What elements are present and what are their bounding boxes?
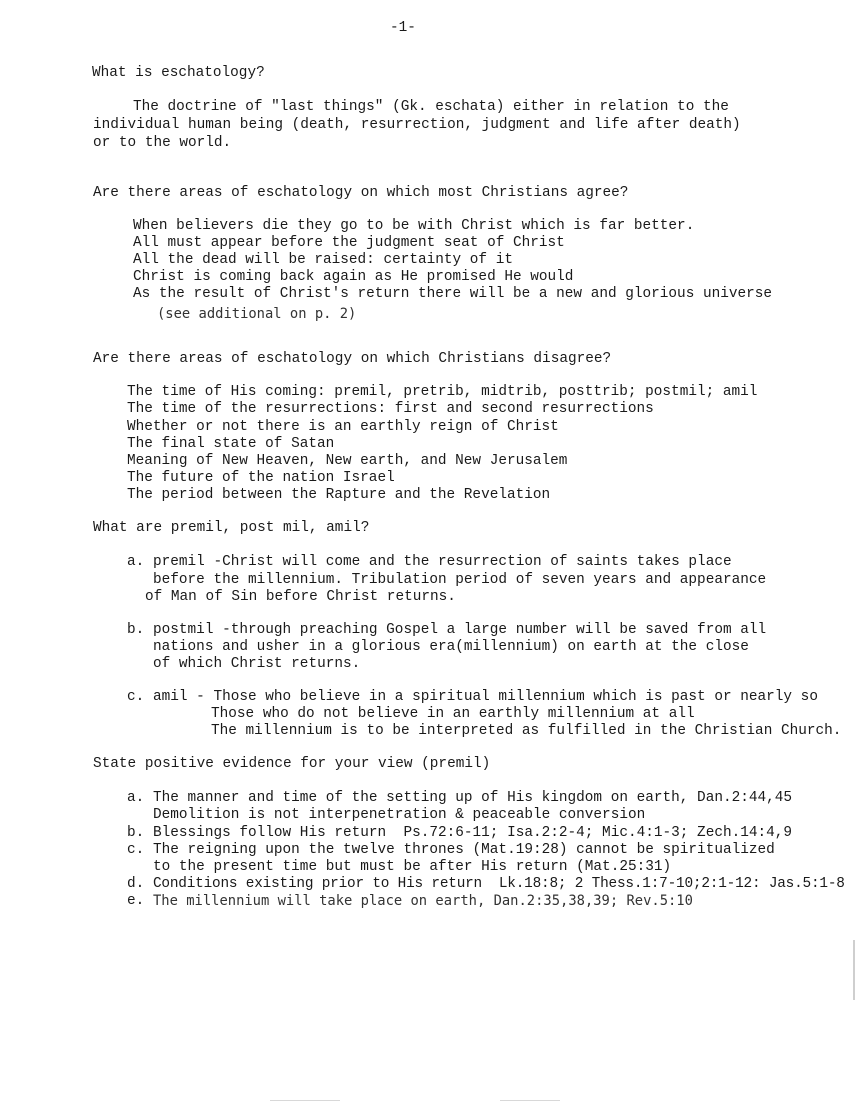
list-item: Whether or not there is an earthly reign of Christ bbox=[127, 419, 559, 435]
list-item: The future of the nation Israel bbox=[127, 470, 395, 486]
entry-line: Blessings follow His return Ps.72:6-11; Isa.2:2-4; Mic.4:1-3; Zech.14:4,9 bbox=[153, 825, 793, 841]
entry-marker: c. bbox=[127, 842, 145, 858]
scan-smudge bbox=[270, 1100, 340, 1101]
question-heading: What are premil, post mil, amil? bbox=[93, 520, 370, 536]
entry-line: of which Christ returns. bbox=[153, 656, 361, 672]
entry-marker: b. bbox=[127, 622, 145, 638]
entry-line: premil -Christ will come and the resurrection of saints takes place bbox=[153, 554, 732, 570]
entry-marker: e. bbox=[127, 893, 145, 909]
entry-line: of Man of Sin before Christ returns. bbox=[145, 589, 456, 605]
entry-line: before the millennium. Tribulation period of seven years and appearance bbox=[153, 572, 767, 588]
answer-line: individual human being (death, resurrection, judgment and life after death) bbox=[93, 117, 741, 133]
entry-line: The millennium is to be interpreted as fulfilled in the Christian Church. bbox=[211, 723, 842, 739]
list-item: Meaning of New Heaven, New earth, and New Jerusalem bbox=[127, 453, 568, 469]
entry-line: Demolition is not interpenetration & peaceable conversion bbox=[153, 807, 646, 823]
list-item: When believers die they go to be with Christ which is far better. bbox=[133, 218, 695, 234]
question-heading: Are there areas of eschatology on which most Christians agree? bbox=[93, 185, 629, 201]
entry-line: Those who do not believe in an earthly millennium at all bbox=[211, 706, 695, 722]
entry-line: nations and usher in a glorious era(millennium) on earth at the close bbox=[153, 639, 749, 655]
scan-smudge bbox=[500, 1100, 560, 1101]
answer-line: or to the world. bbox=[93, 135, 232, 151]
list-item: All the dead will be raised: certainty of it bbox=[133, 252, 513, 268]
answer-line: The doctrine of "last things" (Gk. eschata) either in relation to the bbox=[133, 99, 729, 115]
entry-marker: c. bbox=[127, 689, 145, 705]
entry-line: amil - Those who believe in a spiritual millennium which is past or nearly so bbox=[153, 689, 818, 705]
list-item: As the result of Christ's return there will be a new and glorious universe bbox=[133, 286, 773, 302]
entry-line: to the present time but must be after His return (Mat.25:31) bbox=[153, 859, 672, 875]
entry-marker: a. bbox=[127, 790, 145, 806]
entry-line: Conditions existing prior to His return Lk.18:8; 2 Thess.1:7-10;2:1-12: Jas.5:1-8 bbox=[153, 876, 845, 892]
page-number: -1- bbox=[390, 20, 416, 36]
entry-marker: b. bbox=[127, 825, 145, 841]
list-item: The period between the Rapture and the Revelation bbox=[127, 487, 551, 503]
list-item: The time of the resurrections: first and second resurrections bbox=[127, 401, 654, 417]
entry-line: The reigning upon the twelve thrones (Mat.19:28) cannot be spiritualized bbox=[153, 842, 775, 858]
entry-line: The millennium will take place on earth, Dan.2:35,38,39; Rev.5:10 bbox=[153, 893, 693, 909]
handwritten-note: (see additional on p. 2) bbox=[157, 306, 357, 322]
question-heading: Are there areas of eschatology on which Christians disagree? bbox=[93, 351, 612, 367]
question-heading: State positive evidence for your view (premil) bbox=[93, 756, 491, 772]
list-item: The final state of Satan bbox=[127, 436, 335, 452]
list-item: Christ is coming back again as He promised He would bbox=[133, 269, 574, 285]
list-item: The time of His coming: premil, pretrib, midtrib, posttrib; postmil; amil bbox=[127, 384, 758, 400]
entry-marker: a. bbox=[127, 554, 145, 570]
entry-marker: d. bbox=[127, 876, 145, 892]
question-heading: What is eschatology? bbox=[92, 65, 265, 81]
entry-line: postmil -through preaching Gospel a large number will be saved from all bbox=[153, 622, 767, 638]
list-item: All must appear before the judgment seat of Christ bbox=[133, 235, 565, 251]
entry-line: The manner and time of the setting up of His kingdom on earth, Dan.2:44,45 bbox=[153, 790, 793, 806]
